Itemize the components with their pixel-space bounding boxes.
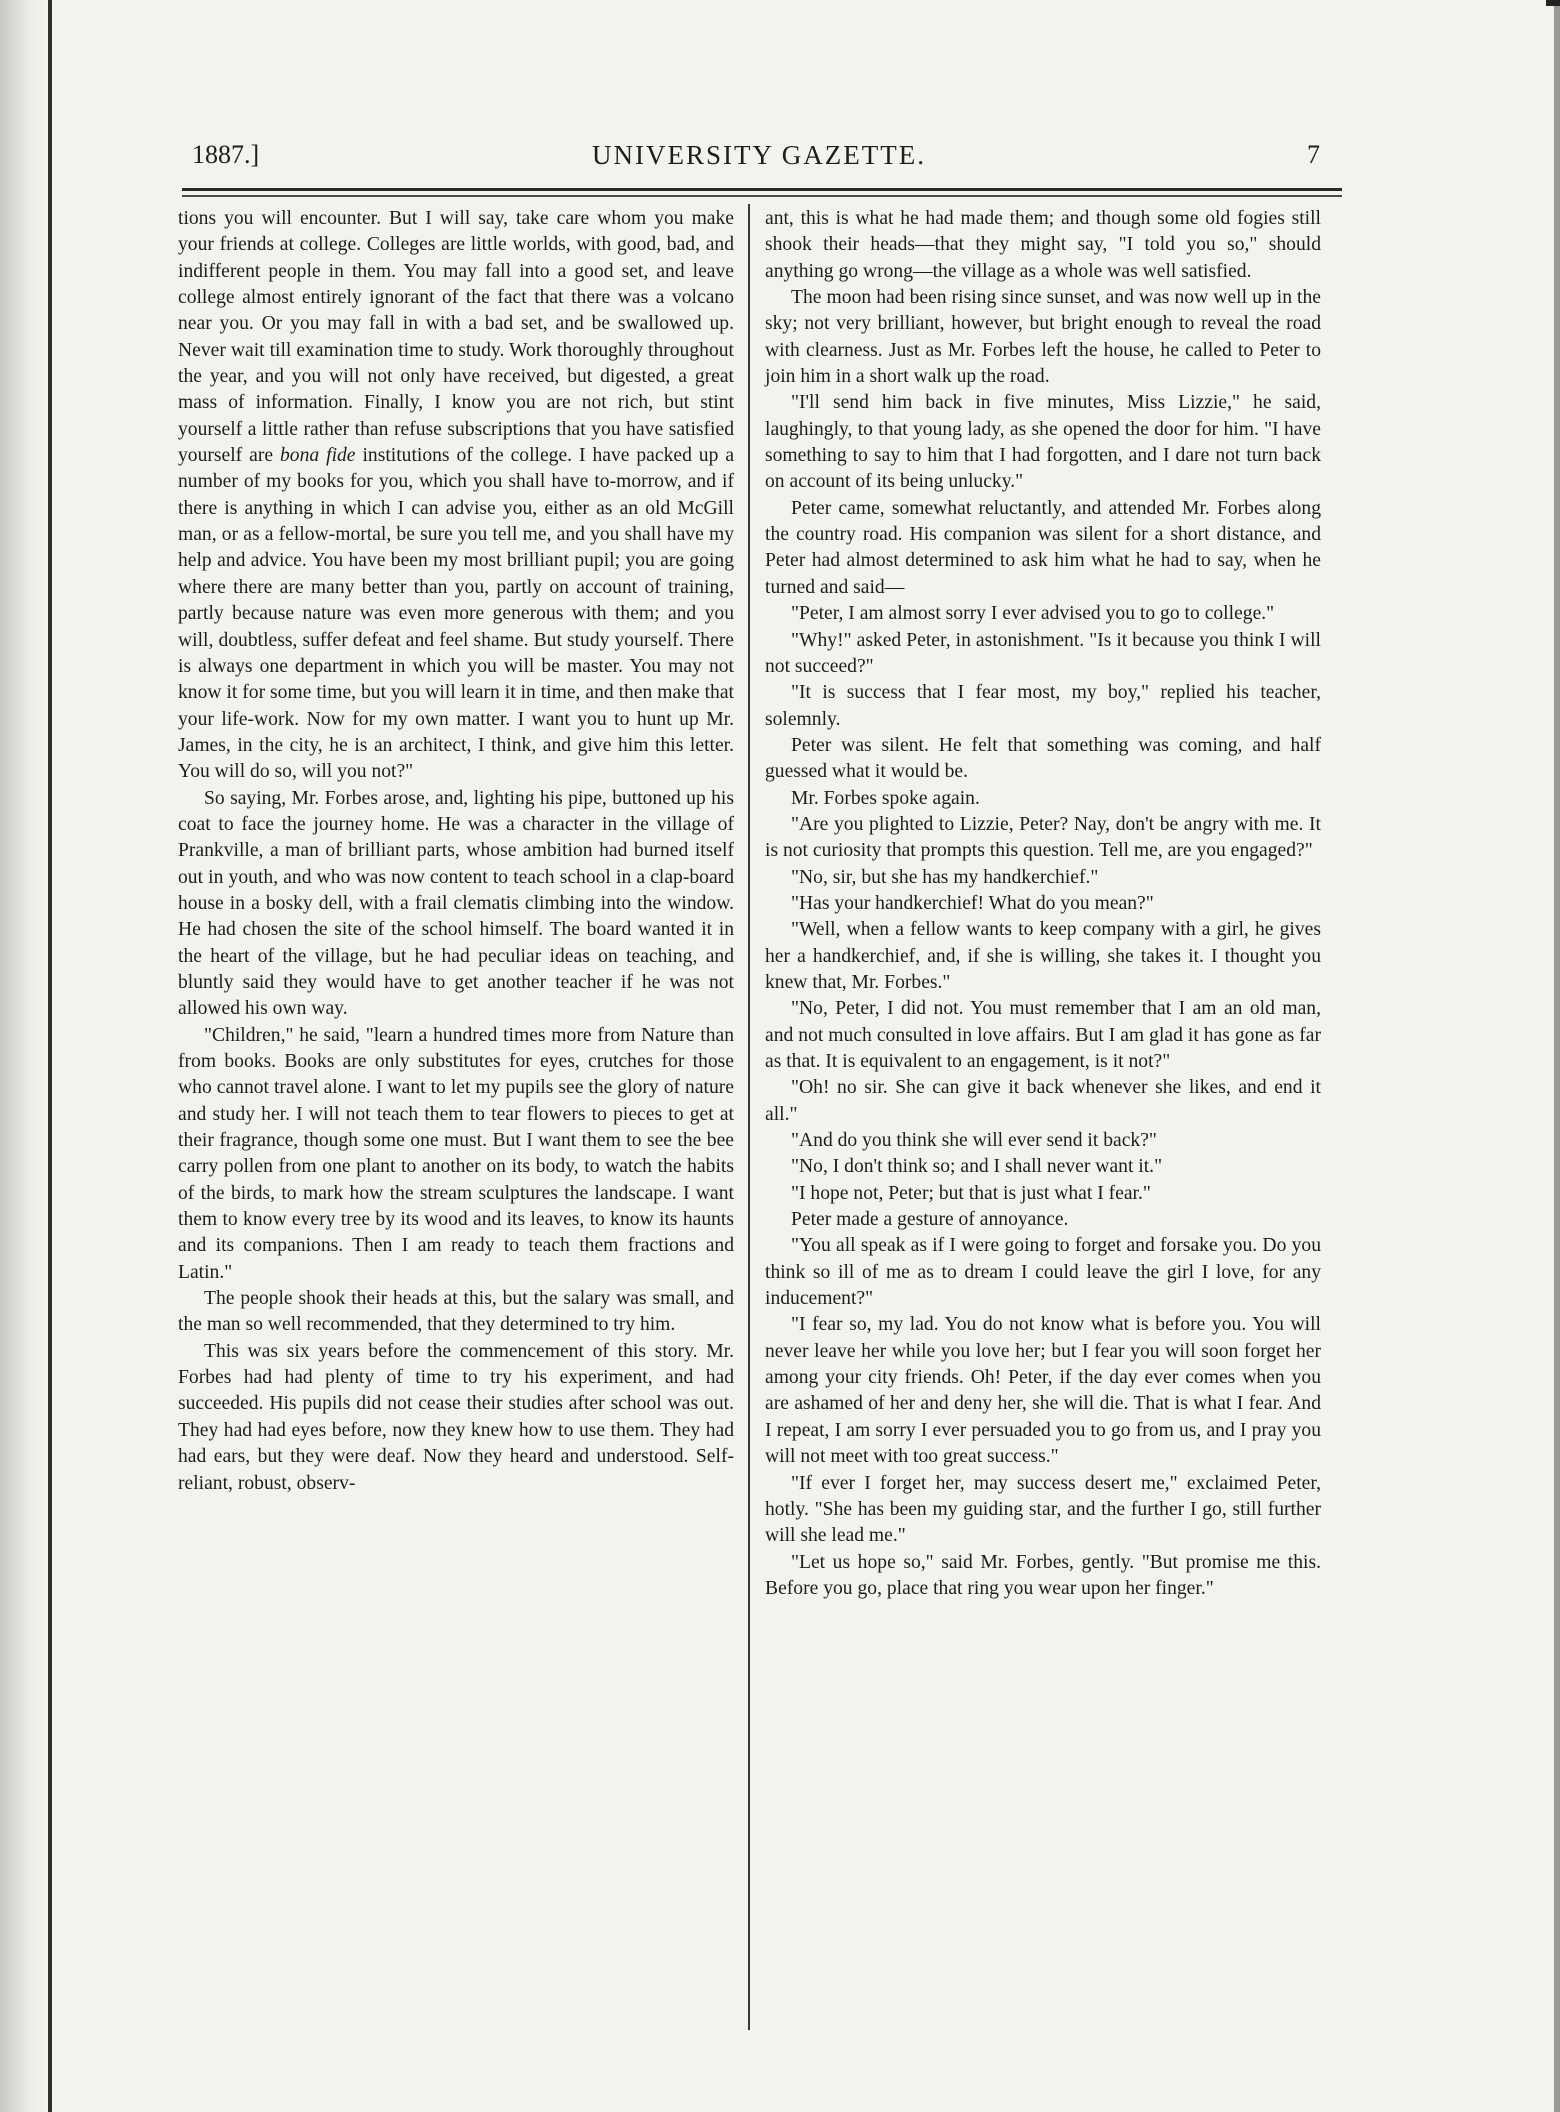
right-paragraph: "No, Peter, I did not. You must remember that I am an old man, and not much consulted in love affairs. But I am glad it has gone as far as that. It is equivalent to an engagement, is it not?"	[765, 998, 1321, 1072]
left-paragraph: This was six years before the commencement of this story. Mr. Forbes had had plenty of time to try his experiment, and had succeeded. His pupils did not cease their studies after school was out. They had had eyes before, now they knew how to use them. They had had ears, but they were deaf. Now they heard and understood. Self-reliant, robust, observ-	[178, 1340, 734, 1494]
publication-title: UNIVERSITY GAZETTE.	[592, 140, 926, 170]
left-column	[178, 206, 734, 1497]
right-paragraph: Mr. Forbes spoke again.	[791, 787, 980, 809]
corner-mark	[1546, 0, 1560, 6]
left-binding-rule	[48, 0, 52, 2112]
right-paragraph: "No, sir, but she has my handkerchief."	[791, 866, 1099, 888]
left-scan-shadow	[0, 0, 46, 2112]
left-paragraph: tions you will encounter. But I will say, take care whom you make your friends at college. Colleges are little worlds, with good, bad, and indifferent people in them. You may fall into a good set, and leave college almost entirely ignorant of the fact that there was a volcano near you. Or you may fall in with a bad set, and be swallowed up. Never wait till examination time to study. Work thoroughly throughout the year, and you will not only have received, but digested, a great mass of information. Finally, I know you are not rich, but stint yourself a little rather than refuse subscriptions that you have satisfied yourself are bona fide institutions of the college. I have packed up a number of my books for you, which you shall have to-morrow, and if there is anything in which I can advise you, either as an old McGill man, or as a fellow-mortal, be sure you tell me, and you shall have my help and advice. You have been my most brilliant pupil; you are going where there are many better than you, partly on account of training, partly because nature was even more generous with them; and you will, doubtless, suffer defeat and feel shame. But study yourself. There is always one department in which you will be master. You may not know it for some time, but you will learn it in time, and then make that your life-work. Now for my own matter. I want you to hunt up Mr. James, in the city, he is an architect, I think, and give him this letter. You will do so, will you not?"	[178, 208, 735, 783]
right-paragraph: "Are you plighted to Lizzie, Peter? Nay, don't be angry with me. It is not curiosity that prompts this question. Tell me, are you engaged?"	[765, 813, 1321, 862]
right-paragraph: "Let us hope so," said Mr. Forbes, gently. "But promise me this. Before you go, place that ring you wear upon her finger."	[765, 1551, 1321, 1599]
right-paragraph: "No, I don't think so; and I shall never want it."	[791, 1156, 1163, 1178]
page-number: 7	[1307, 140, 1320, 169]
right-paragraph: "I'll send him back in five minutes, Miss Lizzie," he said, laughingly, to that young lady, as she opened the door for him. "I have something to say to him that I had forgotten, and I dare not turn back on account of its being unlucky."	[765, 392, 1321, 493]
left-paragraph: So saying, Mr. Forbes arose, and, lighting his pipe, buttoned up his coat to face the journey home. He was a character in the village of Prankville, a man of brilliant parts, whose ambition had burned itself out in youth, and who was now content to teach school in a clap-board house in a bosky dell, with a frail clematis climbing into the window. He had chosen the site of the school himself. The board wanted it in the heart of the village, but he had peculiar ideas on teaching, and bluntly said they would have to get another teacher if he was not allowed his own way.	[178, 787, 734, 1020]
right-paragraph: "Oh! no sir. She can give it back whenever she likes, and end it all."	[765, 1077, 1321, 1125]
right-paragraph: "It is success that I fear most, my boy," replied his teacher, solemnly.	[765, 682, 1321, 730]
right-paragraph: "Has your handkerchief! What do you mean?"	[791, 892, 1154, 914]
header-rule-bottom	[182, 195, 1342, 197]
right-column	[765, 206, 1321, 1602]
article-columns	[178, 206, 1340, 1996]
page-header	[172, 132, 1346, 178]
header-double-rule	[182, 184, 1342, 208]
right-paragraph: The moon had been rising since sunset, and was now well up in the sky; not very brilliant, however, but bright enough to reveal the road with clearness. Just as Mr. Forbes left the house, he called to Peter to join him in a short walk up the road.	[765, 287, 1321, 388]
right-paragraph: "I fear so, my lad. You do not know what is before you. You will never leave her while you love her; but I fear you will soon forget her among your city friends. Oh! Peter, if the day ever comes when you are ashamed of her and deny her, she will die. That is what I fear. And I repeat, I am sorry I ever persuaded you to go from us, and I pray you will not meet with too great success."	[765, 1314, 1321, 1468]
newspaper-page	[172, 132, 1346, 2012]
right-scan-edge	[1554, 0, 1560, 2112]
italic-phrase: bona fide	[280, 445, 356, 467]
right-paragraph: "Peter, I am almost sorry I ever advised you to go to college."	[791, 603, 1275, 625]
column-divider	[748, 204, 750, 2030]
right-paragraph: Peter came, somewhat reluctantly, and attended Mr. Forbes along the country road. His companion was silent for a short distance, and Peter had almost determined to ask him what he had to say, when he turned and said—	[765, 497, 1321, 598]
right-paragraph: "Why!" asked Peter, in astonishment. "Is it because you think I will not succeed?"	[765, 629, 1321, 677]
left-paragraph: "Children," he said, "learn a hundred times more from Nature than from books. Books are only substitutes for eyes, crutches for those who cannot travel alone. I want to let my pupils see the glory of nature and study her. I will not teach them to tear flowers to pieces to get at their fragrance, though some one must. But I want them to see the bee carry pollen from one plant to another on its body, to watch the habits of the birds, to mark how the stream sculptures the landscape. I want them to know every tree by its wood and its leaves, to know its haunts and its companions. Then I am ready to teach them fractions and Latin."	[178, 1024, 734, 1283]
right-paragraph: Peter was silent. He felt that something was coming, and half guessed what it would be.	[765, 734, 1321, 783]
right-paragraph: ant, this is what he had made them; and though some old fogies still shook their heads—that they might say, "I told you so," should anything go wrong—the village as a whole was well satisfied.	[765, 208, 1321, 282]
right-paragraph: Peter made a gesture of annoyance.	[791, 1209, 1069, 1231]
right-paragraph: "I hope not, Peter; but that is just what I fear."	[791, 1182, 1151, 1204]
left-paragraph: The people shook their heads at this, but the salary was small, and the man so well recommended, that they determined to try him.	[178, 1288, 734, 1336]
right-paragraph: "Well, when a fellow wants to keep company with a girl, he gives her a handkerchief, and, if she is willing, she takes it. I thought you knew that, Mr. Forbes."	[765, 919, 1321, 993]
header-year: 1887.]	[192, 140, 260, 169]
right-paragraph: "And do you think she will ever send it back?"	[791, 1130, 1157, 1152]
right-paragraph: "If ever I forget her, may success desert me," exclaimed Peter, hotly. "She has been my guiding star, and the further I go, still further will she lead me."	[765, 1472, 1321, 1547]
header-rule-top	[182, 188, 1342, 191]
right-paragraph: "You all speak as if I were going to forget and forsake you. Do you think so ill of me as to dream I could leave the girl I love, for any inducement?"	[765, 1235, 1321, 1310]
